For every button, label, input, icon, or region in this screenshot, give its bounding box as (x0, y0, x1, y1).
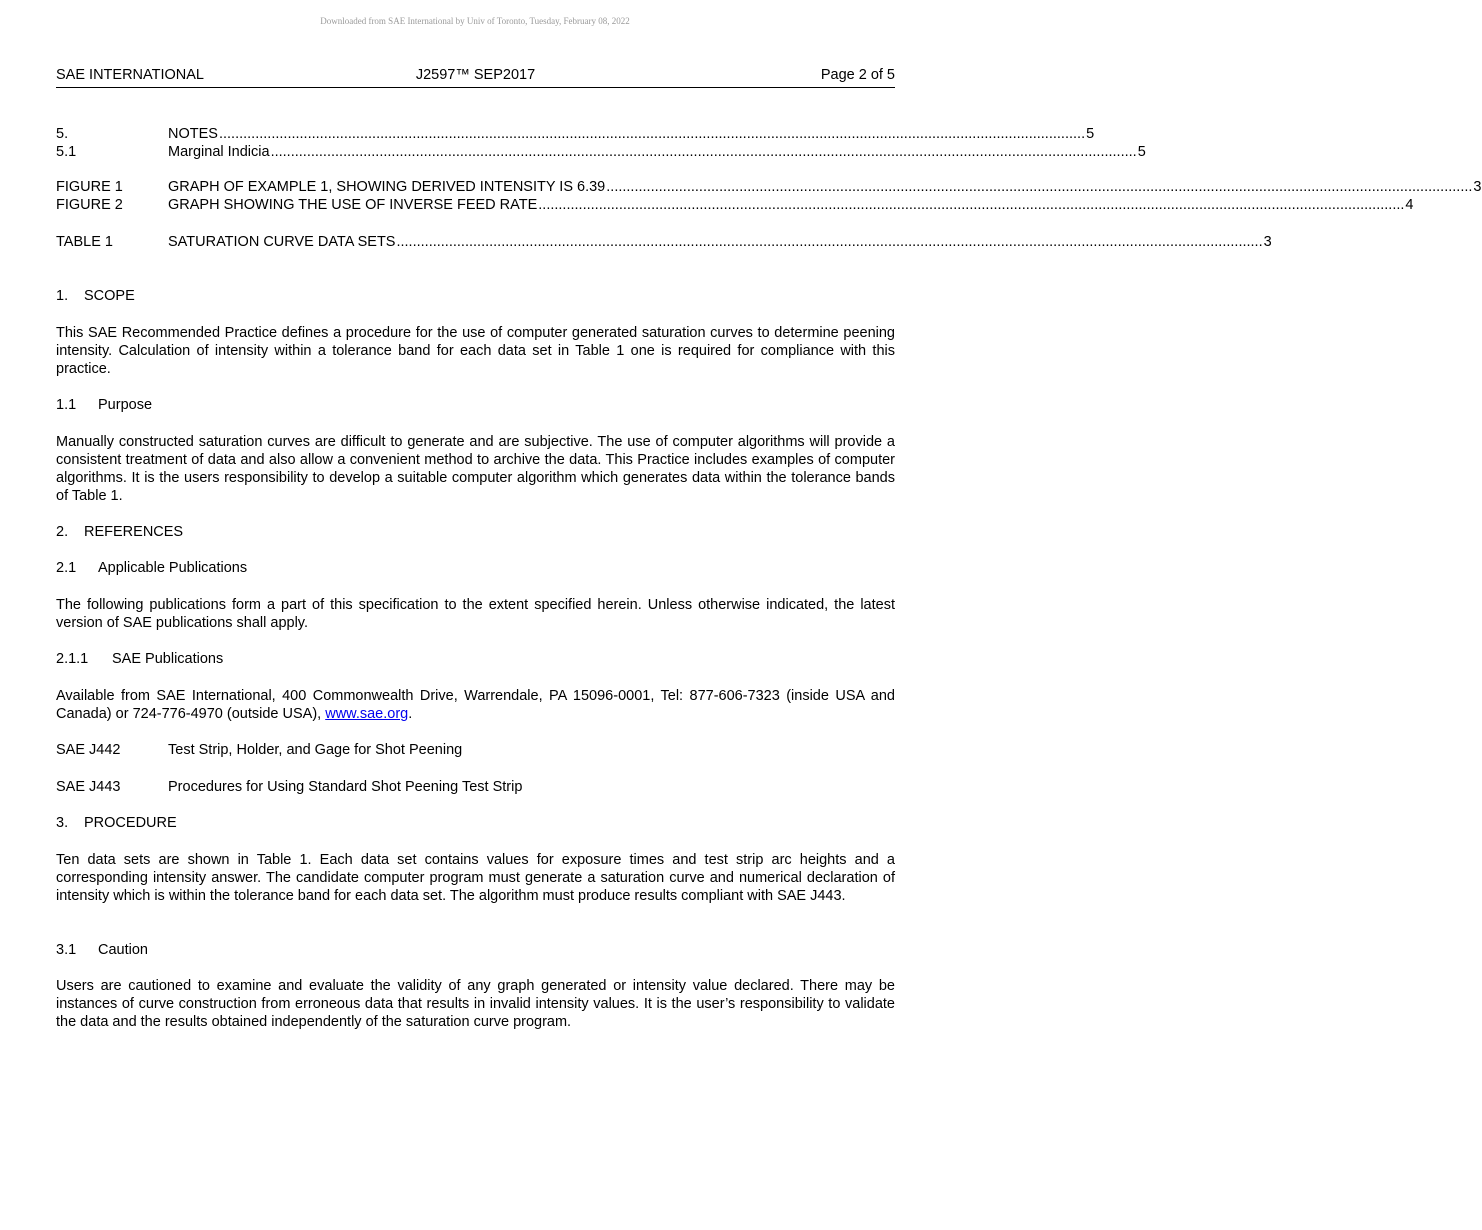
section-heading-caution (56, 941, 148, 959)
section-number: 2.1.1 (56, 651, 89, 667)
sae-website-link[interactable]: www.sae.org (325, 706, 409, 722)
header-organization: SAE INTERNATIONAL (56, 67, 204, 83)
toc-entry-page: 4 (1405, 197, 1414, 213)
paragraph-availability (56, 687, 895, 723)
paragraph-caution: Users are cautioned to examine and evaluate the validity of any graph generated or intensity value declared. There may be instances of curve construction from erroneous data that results in invalid intensity values. It is the user’s responsibility to validate the data and the results obtained independently of the saturation curve program. (56, 978, 895, 1030)
toc-entry-title: SATURATION CURVE DATA SETS (168, 234, 396, 250)
toc-entry-title: GRAPH OF EXAMPLE 1, SHOWING DERIVED INTENSITY IS 6.39 (168, 179, 606, 195)
header-doc-number: J2597™ SEP2017 (415, 67, 536, 83)
section-title: Purpose (98, 397, 153, 413)
reference-code: SAE J442 (56, 742, 121, 758)
toc-entry-number: FIGURE 2 (56, 197, 123, 213)
section-heading-sae-publications (56, 650, 223, 668)
section-title: SCOPE (84, 288, 135, 304)
toc-entry-number: FIGURE 1 (56, 179, 123, 195)
toc-entry-page: 3 (1473, 179, 1482, 195)
paragraph-purpose: Manually constructed saturation curves are difficult to generate and are subjective. The use of computer algorithms will provide a consistent treatment of data and also allow a convenient method to archive the data. This Practice includes examples of computer algorithms. It is the users responsibility to develop a suitable computer algorithm which generates data within the tolerance bands of Table 1. (56, 434, 895, 504)
header-page-number: Page 2 of 5 (820, 67, 895, 83)
toc-leader-dots: ....................................................................................................................................................................................................................... (606, 179, 1473, 195)
reference-code: SAE J443 (56, 779, 121, 795)
section-title: Caution (98, 942, 148, 958)
section-title: PROCEDURE (84, 815, 177, 831)
availability-end: . (408, 706, 413, 722)
toc-entry-page: 3 (1263, 234, 1272, 250)
section-number: 2.1 (56, 560, 77, 576)
reference-title: Procedures for Using Standard Shot Peening Test Strip (168, 779, 523, 795)
section-title: SAE Publications (112, 651, 224, 667)
paragraph-scope: This SAE Recommended Practice defines a procedure for the use of computer generated saturation curves to determine peening intensity. Calculation of intensity within a tolerance band for each data set in Table 1 one is required for compliance with this practice. (56, 325, 895, 377)
section-number: 3. (56, 815, 69, 831)
toc-leader-dots: ....................................................................................................................................................................................................................... (396, 234, 1263, 250)
toc-entry-number: 5. (56, 126, 69, 142)
section-number: 3.1 (56, 942, 77, 958)
document-body (56, 0, 895, 1230)
paragraph-procedure: Ten data sets are shown in Table 1. Each data set contains values for exposure times and test strip arc heights and a corresponding intensity answer. The candidate computer program must generate a saturation curve and numerical declaration of intensity which is within the tolerance band for each data set. The algorithm must produce results compliant with SAE J443. (56, 852, 895, 904)
section-heading-purpose (56, 396, 152, 414)
availability-text: Available from SAE International, 400 Commonwealth Drive, Warrendale, PA 15096-0001, Tel: 877-606-7323 (inside USA and Canada) or 724-776-4970 (outside USA), (56, 688, 895, 722)
toc-entry-number: 5.1 (56, 144, 77, 160)
section-title: REFERENCES (84, 524, 184, 540)
toc-entry-title: GRAPH SHOWING THE USE OF INVERSE FEED RATE (168, 197, 538, 213)
section-heading-procedure (56, 814, 177, 832)
toc-entry-title: NOTES (168, 126, 218, 142)
toc-leader-dots: ....................................................................................................................................................................................................................... (538, 197, 1405, 213)
section-heading-applicable-publications (56, 559, 247, 577)
section-number: 1. (56, 288, 69, 304)
reference-item (56, 741, 462, 759)
section-number: 2. (56, 524, 69, 540)
toc-leader-dots: ....................................................................................................................................................................................................................... (218, 126, 1086, 142)
toc-entry-page: 5 (1137, 144, 1146, 160)
section-heading-references (56, 523, 183, 541)
reference-item (56, 778, 522, 796)
toc-leader-dots: ....................................................................................................................................................................................................................... (270, 144, 1137, 160)
section-number: 1.1 (56, 397, 77, 413)
paragraph-publications: The following publications form a part of this specification to the extent specified herein. Unless otherwise indicated, the latest version of SAE publications shall apply. (56, 597, 895, 631)
toc-entry-title: Marginal Indicia (168, 144, 270, 160)
toc-entry-number: TABLE 1 (56, 234, 113, 250)
reference-title: Test Strip, Holder, and Gage for Shot Peening (168, 742, 463, 758)
section-title: Applicable Publications (98, 560, 248, 576)
download-watermark: Downloaded from SAE International by Univ of Toronto, Tuesday, February 08, 2022 (320, 16, 630, 26)
toc-entry-page: 5 (1086, 126, 1095, 142)
section-heading-scope (56, 287, 135, 305)
